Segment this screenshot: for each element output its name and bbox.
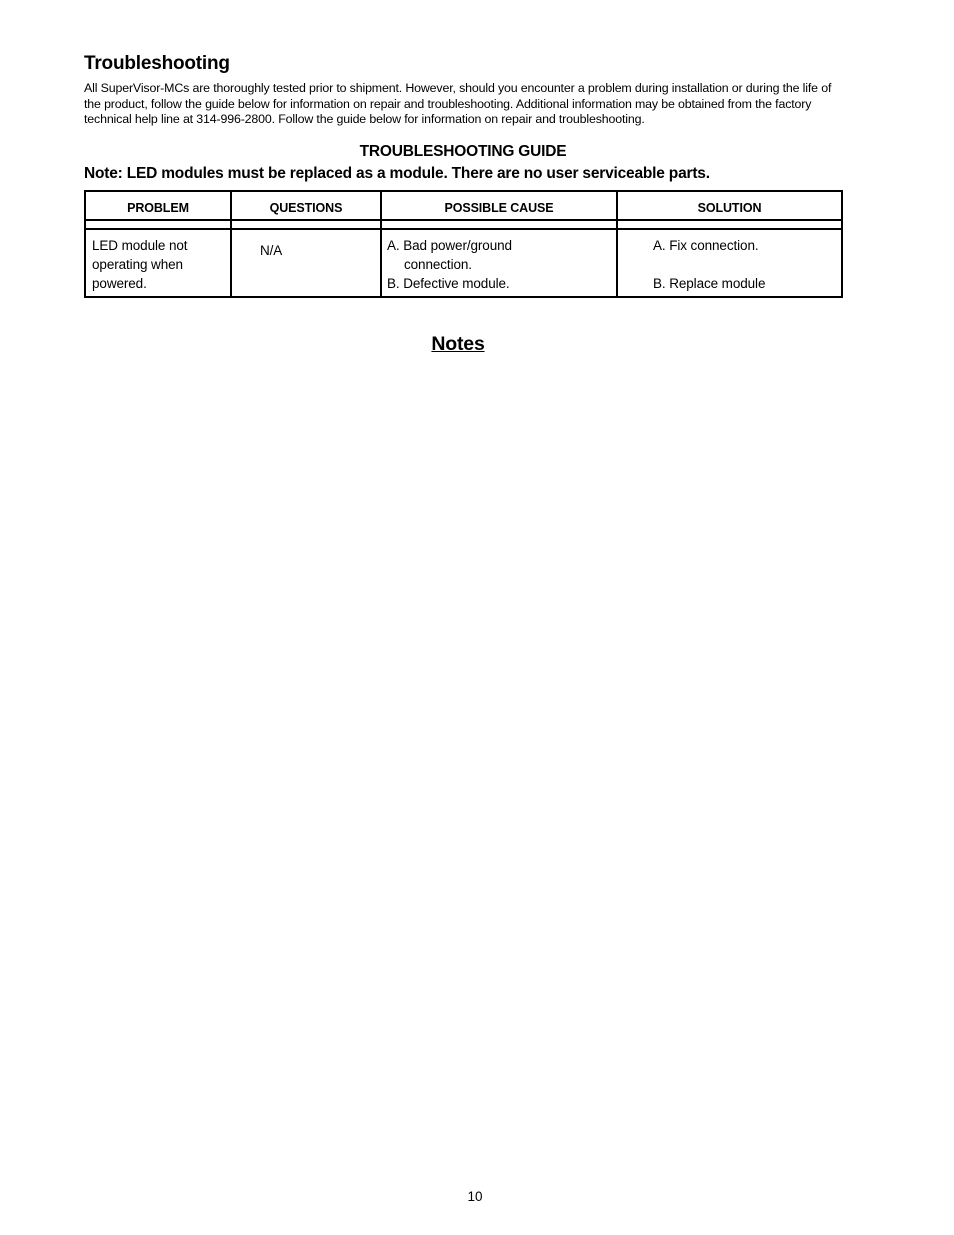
cause-line: connection. [404, 257, 472, 272]
header-possible-cause: POSSIBLE CAUSE [444, 201, 554, 215]
guide-note: Note: LED modules must be replaced as a module. There are no user serviceable parts. [84, 165, 710, 182]
problem-line: operating when [92, 257, 183, 272]
section-title: Troubleshooting [84, 53, 230, 74]
troubleshooting-table [84, 190, 843, 298]
header-divider [86, 228, 841, 230]
cell-possible-cause [387, 236, 512, 293]
page-number: 10 [467, 1189, 483, 1204]
notes-title: Notes [431, 333, 485, 355]
intro-paragraph: All SuperVisor-MCs are thoroughly tested prior to shipment. However, should you encounter a problem during installation or during the life of the product, follow the guide below for information on repair and troubleshooting. Additional information may be obtained from the factory technical help line at 314-996-2800. Follow the guide below for information on repair and troubleshooting. [84, 81, 832, 126]
cell-problem [92, 236, 187, 293]
header-divider [86, 219, 841, 221]
solution-line: A. Fix connection. [653, 238, 759, 253]
problem-line: powered. [92, 276, 147, 291]
cell-questions: N/A [260, 243, 283, 258]
cell-solution [653, 236, 765, 293]
guide-title: TROUBLESHOOTING GUIDE [359, 143, 567, 160]
header-questions: QUESTIONS [269, 201, 343, 215]
cause-line: B. Defective module. [387, 276, 510, 291]
header-problem: PROBLEM [127, 201, 189, 215]
header-solution: SOLUTION [697, 201, 762, 215]
solution-line: B. Replace module [653, 276, 766, 291]
problem-line: LED module not [92, 238, 188, 253]
cause-line: A. Bad power/ground [387, 238, 512, 253]
